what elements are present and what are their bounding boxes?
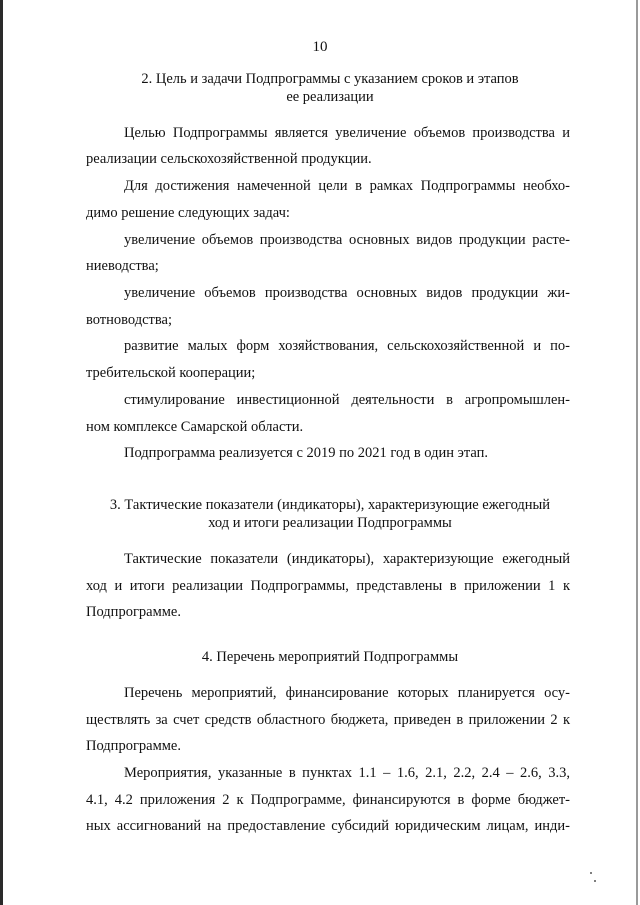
section-2-heading-line-2: ее реализации <box>286 89 374 105</box>
paragraph-line: ниеводства; <box>86 258 159 274</box>
scan-edge-right <box>636 0 638 905</box>
paragraph-line: требительской кооперации; <box>86 365 256 381</box>
paragraph-line: ществлять за счет средств областного бюджета, приведен в приложении 2 к <box>86 712 570 728</box>
scan-speck <box>590 872 592 874</box>
paragraph-line: димо решение следующих задач: <box>86 205 290 221</box>
paragraph-line: Подпрограмме. <box>86 738 181 754</box>
paragraph-line: Подпрограмма реализуется с 2019 по 2021 год в один этап. <box>124 445 489 461</box>
paragraph-line: Мероприятия, указанные в пунктах 1.1 – 1.6, 2.1, 2.2, 2.4 – 2.6, 3.3, <box>124 765 570 781</box>
section-3-heading-line-1: 3. Тактические показатели (индикаторы), характеризующие ежегодный <box>109 497 551 513</box>
paragraph-line: 4.1, 4.2 приложения 2 к Подпрограмме, финансируются в форме бюджет- <box>86 792 570 808</box>
paragraph-line: увеличение объемов производства основных видов продукции жи- <box>124 285 570 301</box>
section-4-heading: 4. Перечень мероприятий Подпрограммы <box>201 649 459 665</box>
paragraph-line: Подпрограмме. <box>86 604 181 620</box>
scan-speck <box>594 880 596 882</box>
paragraph-line: стимулирование инвестиционной деятельности в агропромышлен- <box>124 392 570 408</box>
page-number: 10 <box>312 39 328 55</box>
paragraph-line: Тактические показатели (индикаторы), характеризующие ежегодный <box>124 551 570 567</box>
paragraph-line: Для достижения намеченной цели в рамках Подпрограммы необхо- <box>124 178 570 194</box>
scan-edge-left <box>0 0 3 905</box>
section-2-heading-line-1: 2. Цель и задачи Подпрограммы с указанием сроков и этапов <box>141 71 519 87</box>
paragraph-line: вотноводства; <box>86 312 173 328</box>
paragraph-line: реализации сельскохозяйственной продукции. <box>86 151 372 167</box>
paragraph-line: ных ассигнований на предоставление субсидий юридическим лицам, инди- <box>86 818 570 834</box>
paragraph-line: ход и итоги реализации Подпрограммы, представлены в приложении 1 к <box>86 578 570 594</box>
paragraph-line: увеличение объемов производства основных видов продукции расте- <box>124 232 570 248</box>
paragraph-line: развитие малых форм хозяйствования, сельскохозяйственной и по- <box>124 338 570 354</box>
section-3-heading-line-2: ход и итоги реализации Подпрограммы <box>208 515 452 531</box>
paragraph-line: Перечень мероприятий, финансирование которых планируется осу- <box>124 685 570 701</box>
paragraph-line: Целью Подпрограммы является увеличение объемов производства и <box>124 125 570 141</box>
paragraph-line: ном комплексе Самарской области. <box>86 419 304 435</box>
